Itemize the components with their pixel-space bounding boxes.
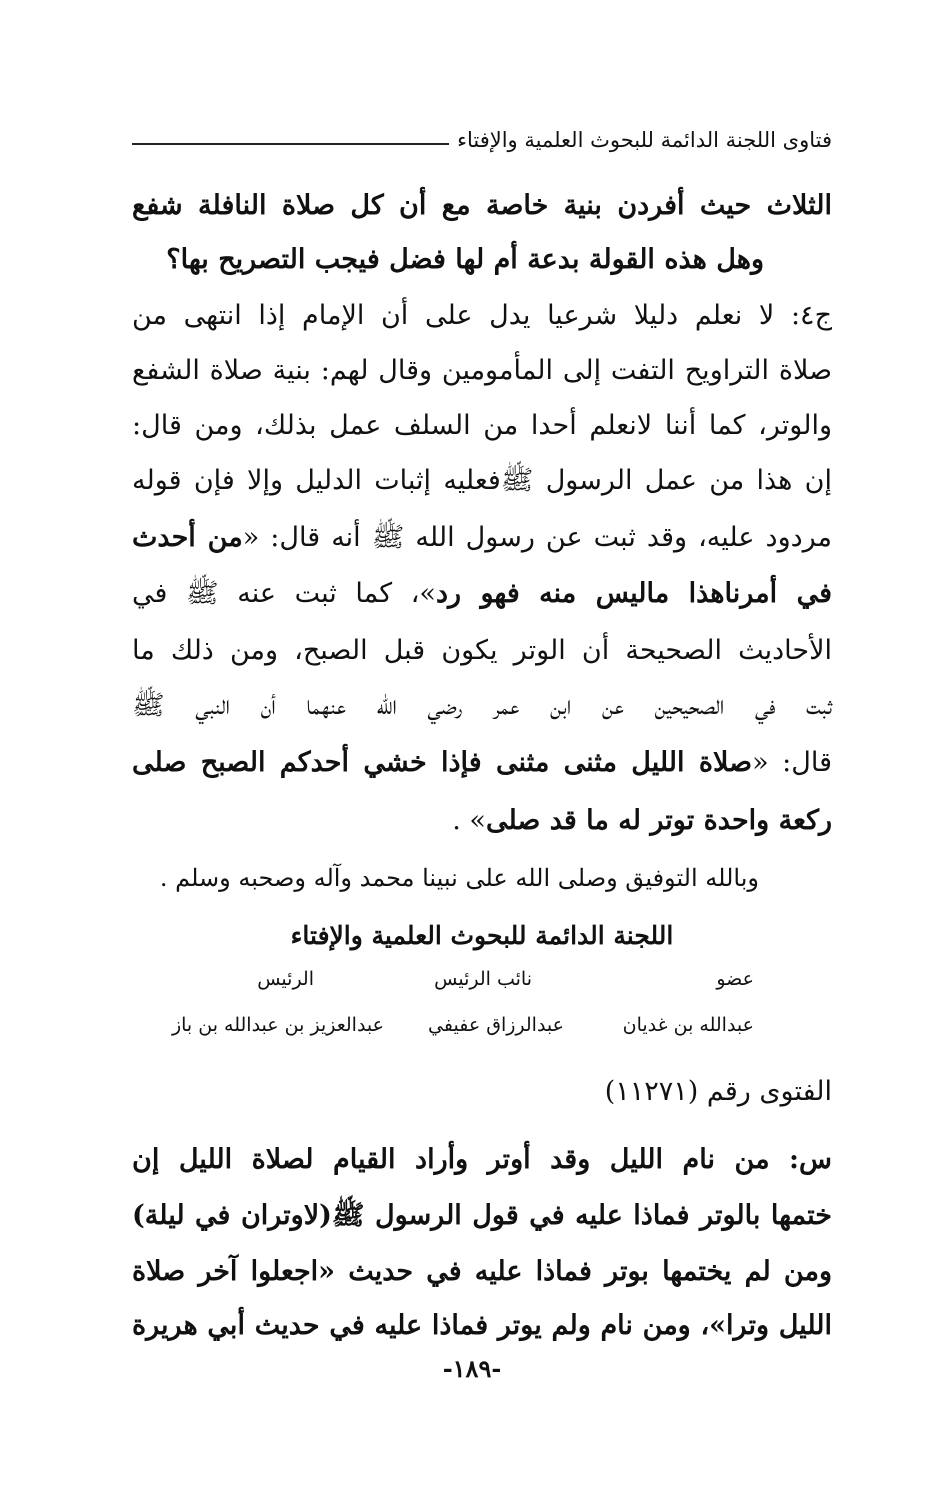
- hadith-witr-start: صلاة الليل مثنى مثنى فإذا خشي أحدكم الصبح صلى: [132, 747, 753, 778]
- fatwa-number: الفتوى رقم (١١٢٧١): [604, 1076, 832, 1107]
- answer-line-1: ج٤: لا نعلم دليلا شرعيا يدل على أن الإمام إذا انتهى من: [132, 300, 832, 331]
- answer-line-9: [132, 737, 832, 789]
- page-number: -١٨٩-: [442, 1354, 502, 1383]
- answer-line-7: الأحاديث الصحيحة أن الوتر يكون قبل الصبح، ومن ذلك ما: [132, 635, 832, 666]
- answer-line-5: [132, 512, 832, 564]
- closing-prayer: وبالله التوفيق وصلى الله على نبينا محمد وآله وصحبه وسلم .: [159, 864, 759, 892]
- answer-line-9-text: قال: «: [752, 747, 832, 778]
- answer-line-6-text: »، كما ثبت عنه ﷺ في: [132, 578, 436, 609]
- answer-line-4: إن هذا من عمل الرسول ﷺفعليه إثبات الدليل وإلا فإن قوله: [132, 465, 832, 496]
- hadith-witr-end: ركعة واحدة توتر له ما قد صلى: [485, 805, 832, 836]
- running-header: [132, 118, 832, 152]
- answer-line-2: صلاة التراويح التفت إلى المأمومين وقال لهم: بنية صلاة الشفع: [132, 355, 832, 386]
- answer-line-6: [132, 568, 832, 620]
- question-tail-line-1: الثلاث حيث أفردن بنية خاصة مع أن كل صلاة النافلة شفع: [132, 190, 832, 221]
- new-question-line-4: الليل وترا»، ومن نام ولم يوتر فماذا عليه في حديث أبي هريرة: [132, 1310, 832, 1341]
- role-member: عضو: [716, 968, 754, 990]
- question-tail-line-2: وهل هذه القولة بدعة أم لها فضل فيجب التصريح بها؟: [166, 244, 764, 275]
- answer-line-5-text: مردود عليه، وقد ثبت عن رسول الله ﷺ أنه قال: «: [242, 522, 832, 553]
- signatory-member: عبدالله بن غديان: [622, 1014, 754, 1036]
- signatory-president: عبدالعزيز بن عبدالله بن باز: [171, 1014, 384, 1036]
- answer-line-10: [132, 795, 832, 847]
- answer-line-8: ثبت في الصحيحين عن ابن عمر رضي الله عنهما أن النبي ﷺ: [132, 690, 832, 721]
- role-president: الرئيس: [257, 968, 314, 990]
- answer-line-10-text: » .: [452, 805, 486, 836]
- role-vice-president: نائب الرئيس: [434, 968, 532, 990]
- header-title: فتاوى اللجنة الدائمة للبحوث العلمية والإفتاء: [457, 128, 832, 152]
- committee-name: اللجنة الدائمة للبحوث العلمية والإفتاء: [290, 921, 674, 950]
- header-rule: [132, 143, 449, 145]
- signatory-vice-president: عبدالرزاق عفيفي: [428, 1014, 564, 1036]
- new-question-line-1: س: من نام الليل وقد أوتر وأراد القيام لصلاة الليل إن: [132, 1144, 832, 1175]
- hadith-quote-start: من أحدث: [132, 522, 243, 553]
- new-question-line-2: ختمها بالوتر فماذا عليه في قول الرسول ﷺ(لاوتران في ليلة): [132, 1200, 832, 1231]
- hadith-quote-end: في أمرناهذا ماليس منه فهو رد: [435, 578, 832, 609]
- answer-line-3: والوتر، كما أننا لانعلم أحدا من السلف عمل بذلك، ومن قال:: [132, 410, 832, 441]
- new-question-line-3: ومن لم يختمها بوتر فماذا عليه في حديث «اجعلوا آخر صلاة: [132, 1256, 832, 1287]
